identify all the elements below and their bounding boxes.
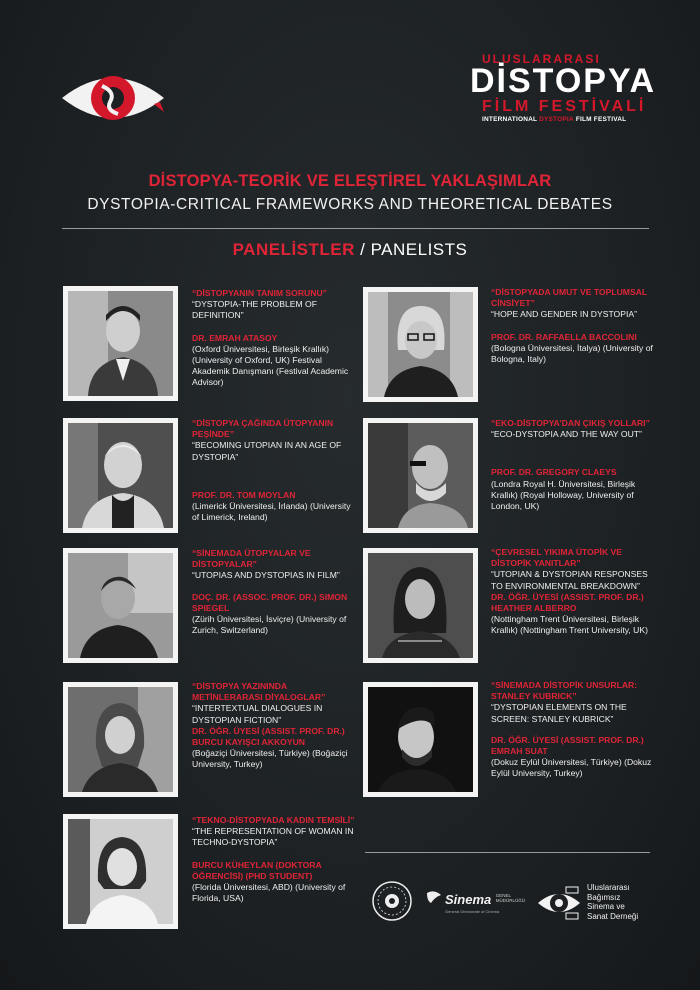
panel-7-title-tr: “EKO-DİSTOPYA’DAN ÇIKIŞ YOLLARI” [491, 418, 650, 428]
festival-wordmark-line4: INTERNATIONAL DYSTOPIA FILM FESTIVAL [482, 116, 627, 123]
title-turkish: DİSTOPYA-TEORİK VE ELEŞTİREL YAKLAŞIMLAR [148, 172, 552, 190]
panel-3-name: DOÇ. DR. (ASSOC. PROF. DR.) SIMON SPIEGEL [192, 591, 348, 613]
panel-9-title-tr: “SİNEMADA DİSTOPİK UNSURLAR: STANLEY KUBRICK” [491, 680, 638, 702]
footer-divider [365, 852, 650, 853]
panel-4-title-tr: “DİSTOPYA YAZININDA METİNLERARASI DİYALOGLAR” [192, 681, 326, 703]
festival-eye-logo [58, 66, 168, 130]
panel-4-title-en: “INTERTEXTUAL DIALOGUES IN DYSTOPIAN FICTION” [192, 703, 323, 725]
panel-2-title-en: “BECOMING UTOPIAN IN AN AGE OF DYSTOPIA” [192, 440, 342, 462]
panel-1-title-tr: “DİSTOPYANIN TANIM SORUNU” [192, 288, 327, 298]
panel-5-name: BURCU KÜHEYLAN (DOKTORA ÖĞRENCİSİ) (PHD STUDENT) [192, 859, 322, 881]
photo-emrah-suat [363, 682, 478, 797]
panel-6-affiliation: (Bologna Üniversitesi, İtalya) (University of Bologna, Italy) [491, 342, 653, 365]
panel-6-name: PROF. DR. RAFFAELLA BACCOLINI [491, 331, 637, 342]
panel-2-title-tr: “DİSTOPYA ÇAĞINDA ÜTOPYANIN PEŞİNDE” [192, 418, 334, 440]
panel-8-affiliation: (Nottingham Trent Üniversitesi, Birleşik Krallık) (Nottingham Trent University, UK) [491, 614, 648, 636]
panel-4-name: DR. ÖĞR. ÜYESİ (ASSIST. PROF. DR.) BURCU KAYIŞCI AKKOYUN [192, 725, 345, 748]
panel-2 [192, 418, 352, 523]
panel-1-title-en: “DYSTOPIA-THE PROBLEM OF DEFINITION” [192, 299, 317, 321]
ubss-logo-text: Uluslararası Bağımsız Sinema ve Sanat Derneği [587, 883, 639, 921]
panel-2-name: PROF. DR. TOM MOYLAN [192, 489, 296, 500]
panel-8-title-tr: “ÇEVRESEL YIKIMA ÜTOPİK VE DİSTOPİK YANITLAR” [491, 547, 623, 569]
panel-9 [491, 680, 656, 780]
panel-6-title-tr: “DİSTOPYADA UMUT VE TOPLUMSAL CİNSİYET” [491, 287, 647, 309]
panel-7 [491, 418, 656, 512]
panel-3-title-en: “UTOPIAS AND DYSTOPIAS IN FILM” [192, 570, 340, 581]
title-english: DYSTOPIA-CRITICAL FRAMEWORKS AND THEORETICAL DEBATES [87, 196, 613, 213]
panel-1-affiliation: (Oxford Üniversitesi, Birleşik Krallık) (University of Oxford, UK) Festival Akademik Danışmanı (Festival Academic Advisor) [192, 343, 349, 388]
festival-wordmark-line3: FİLM FESTİVALİ [482, 98, 647, 115]
panel-3-title-tr: “SİNEMADA ÜTOPYALAR VE DİSTOPYALAR” [192, 548, 311, 570]
divider [62, 228, 649, 229]
panel-3 [192, 548, 352, 636]
photo-simon-spiegel [63, 548, 178, 663]
photo-burcu-kayisci-akkoyun [63, 682, 178, 797]
panel-5-title-en: “THE REPRESENTATION OF WOMAN IN TECHNO-DYSTOPIA” [192, 826, 354, 848]
ministry-seal-logo [371, 880, 413, 922]
panel-4-affiliation: (Boğaziçi Üniversitesi, Türkiye) (Boğaziçi University, Turkey) [192, 748, 348, 770]
festival-wordmark-line1: ULUSLARARASI [482, 52, 601, 66]
photo-raffaella-baccolini [363, 287, 478, 402]
panel-7-title-en: “ECO-DYSTOPIA AND THE WAY OUT” [491, 429, 642, 440]
panel-3-affiliation: (Zürih Üniversitesi, İsviçre) (University of Zurich, Switzerland) [192, 614, 347, 636]
photo-emrah-atasoy [63, 286, 178, 401]
panel-9-name: DR. ÖĞR. ÜYESİ (ASSIST. PROF. DR.) EMRAH SUAT [491, 734, 644, 757]
panel-1-name: DR. EMRAH ATASOY [192, 332, 278, 343]
photo-tom-moylan [63, 418, 178, 533]
ubss-eye-logo [536, 883, 582, 923]
panel-6 [491, 287, 656, 365]
panel-5 [192, 815, 362, 904]
panel-9-affiliation: (Dokuz Eylül Üniversitesi, Türkiye) (Dokuz Eylül University, Turkey) [491, 757, 652, 779]
panel-5-affiliation: (Florida Üniversitesi, ABD) (University of Florida, USA) [192, 882, 346, 904]
panel-4 [192, 681, 352, 771]
panel-9-title-en: “DYSTOPIAN ELEMENTS ON THE SCREEN: STANLEY KUBRICK” [491, 702, 627, 724]
photo-burcu-kuheylan [63, 814, 178, 929]
photo-gregory-claeys [363, 418, 478, 533]
panel-6-title-en: “HOPE AND GENDER IN DYSTOPIA” [491, 309, 637, 320]
panel-1 [192, 288, 352, 389]
festival-wordmark-line2: DİSTOPYA [470, 62, 657, 100]
photo-heather-alberro [363, 548, 478, 663]
panel-7-affiliation: (Londra Royal H. Üniversitesi, Birleşik Krallık) (Royal Holloway, University of London, UK) [491, 478, 636, 512]
panel-7-name: PROF. DR. GREGORY CLAEYS [491, 467, 617, 478]
panel-5-title-tr: “TEKNO-DİSTOPYADA KADIN TEMSİLİ” [192, 815, 355, 825]
sinema-genel-mudurlugu-logo: Sinema GENEL MÜDÜRLÜĞÜ General Directorate of Cinema [425, 891, 525, 914]
panel-2-affiliation: (Limerick Üniversitesi, İrlanda) (University of Limerick, Ireland) [192, 501, 351, 523]
panel-8 [491, 547, 656, 637]
festival-wordmark [470, 52, 660, 123]
panel-8-name: DR. ÖĞR. ÜYESİ (ASSIST. PROF. DR.) HEATHER ALBERRO [491, 591, 644, 614]
panel-8-title-en: “UTOPIAN & DYSTOPIAN RESPONSES TO ENVIRONMENTAL BREAKDOWN” [491, 569, 648, 591]
panelists-heading: PANELİSTLER / PANELISTS [232, 240, 468, 259]
